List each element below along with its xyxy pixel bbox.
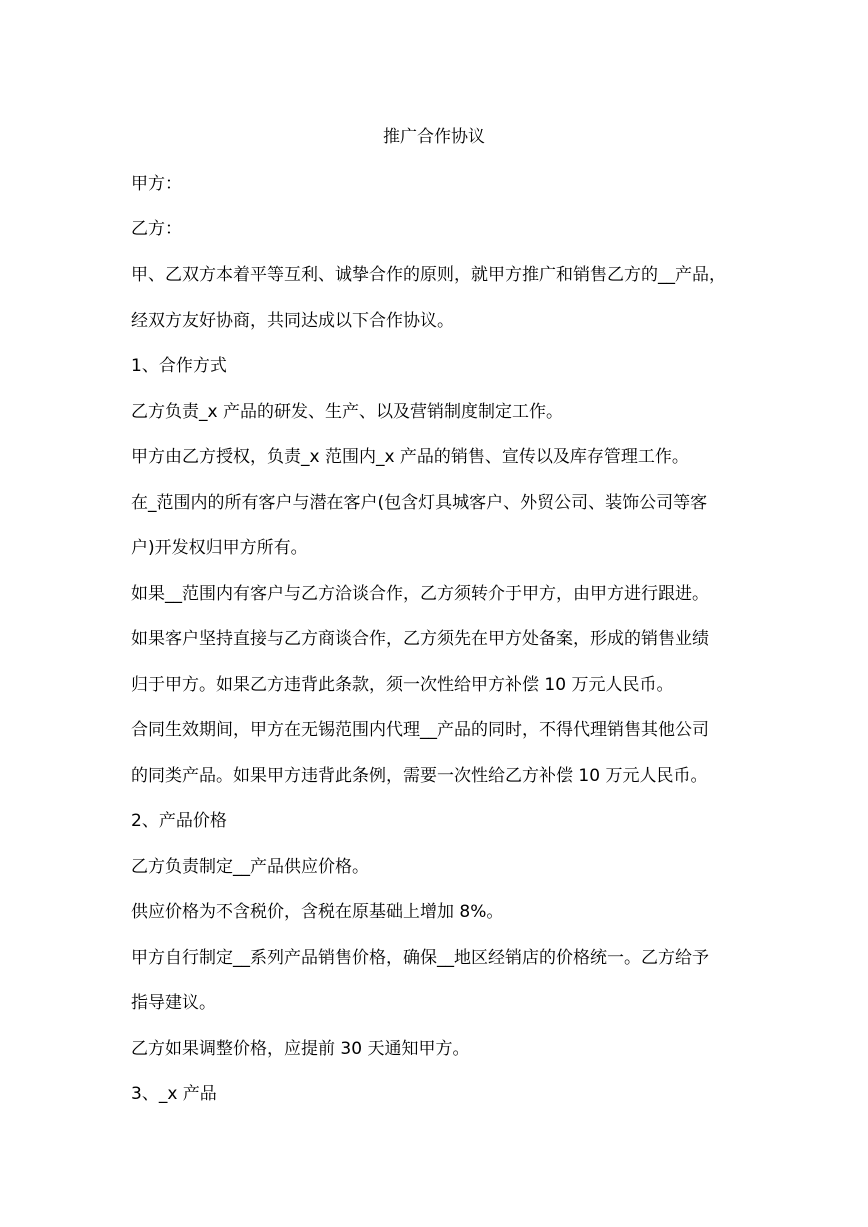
- paragraph-line: 甲方自行制定__系列产品销售价格，确保__地区经销店的价格统一。乙方给予: [131, 948, 709, 968]
- paragraph-line: 乙方如果调整价格，应提前 30 天通知甲方。: [131, 1039, 470, 1059]
- paragraph-line: 乙方负责_x 产品的研发、生产、以及营销制度制定工作。: [131, 402, 563, 422]
- document-title: 推广合作协议: [383, 127, 485, 147]
- paragraph-line: 如果__范围内有客户与乙方洽谈合作，乙方须转介于甲方，由甲方进行跟进。: [131, 584, 709, 604]
- paragraph-line: 甲方由乙方授权，负责_x 范围内_x 产品的销售、宣传以及库存管理工作。: [131, 447, 689, 467]
- paragraph-line: 如果客户坚持直接与乙方商谈合作，乙方须先在甲方处备案，形成的销售业绩: [131, 629, 709, 649]
- section-heading: 1、合作方式: [131, 356, 227, 376]
- party-a-line: 甲方：: [131, 174, 182, 194]
- paragraph-line: 供应价格为不含税价，含税在原基础上增加 8%。: [131, 902, 504, 922]
- paragraph-line: 指导建议。: [131, 993, 216, 1013]
- section-heading: 2、产品价格: [131, 811, 227, 831]
- paragraph-line: 的同类产品。如果甲方违背此条例，需要一次性给乙方补偿 10 万元人民币。: [131, 766, 708, 786]
- paragraph-line: 甲、乙双方本着平等互利、诚挚合作的原则，就甲方推广和销售乙方的__产品，: [131, 265, 726, 285]
- paragraph-line: 户)开发权归甲方所有。: [131, 538, 308, 558]
- paragraph-line: 经双方友好协商，共同达成以下合作协议。: [131, 311, 454, 331]
- party-b-line: 乙方：: [131, 219, 182, 239]
- paragraph-line: 合同生效期间，甲方在无锡范围内代理__产品的同时，不得代理销售其他公司: [131, 720, 709, 740]
- paragraph-line: 归于甲方。如果乙方违背此条款，须一次性给甲方补偿 10 万元人民币。: [131, 675, 674, 695]
- paragraph-line: 在_范围内的所有客户与潜在客户(包含灯具城客户、外贸公司、装饰公司等客: [131, 493, 708, 513]
- paragraph-line: 乙方负责制定__产品供应价格。: [131, 857, 369, 877]
- section-heading: 3、_x 产品: [131, 1084, 217, 1104]
